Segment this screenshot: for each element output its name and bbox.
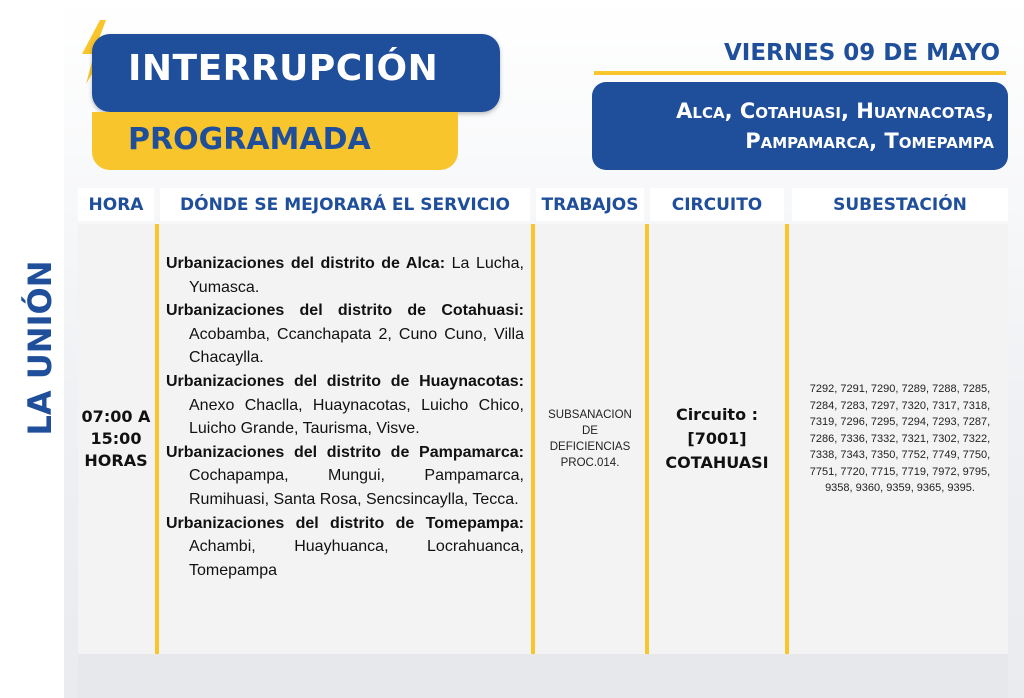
hora-cell: [78, 224, 154, 654]
circuito-line1: Circuito :: [675, 405, 759, 424]
side-label: [22, 245, 58, 450]
list-item: [166, 370, 524, 441]
places-line1: Alca, Cotahuasi, Huaynacotas,: [676, 99, 994, 123]
district-text: Anexo Chaclla, Huaynacotas, Luicho Chico, Luicho Grande, Taurisma, Visve.: [189, 396, 524, 438]
district-label: Urbanizaciones del distrito de Cotahuasi:: [166, 302, 524, 320]
places-box: [592, 82, 1008, 170]
trabajos-cell: [536, 224, 644, 654]
hora-line1: 07:00 A: [81, 407, 151, 426]
side-label-text: LA UNIÓN: [21, 260, 59, 435]
column-divider: [645, 224, 649, 654]
column-divider: [531, 224, 535, 654]
column-divider: [785, 224, 789, 654]
district-label: Urbanizaciones del distrito de Alca:: [166, 255, 446, 272]
list-item: [166, 252, 524, 299]
district-text: Acobamba, Ccanchapata 2, Cuno Cuno, Villa Chacaylla.: [189, 325, 524, 367]
header-circuito: CIRCUITO: [650, 188, 784, 221]
donde-cell: [160, 224, 530, 654]
district-label: Urbanizaciones del distrito de Pampamarca:: [166, 443, 524, 461]
circuito-cell: [650, 224, 784, 654]
trabajos-text: SUBSANACION DE DEFICIENCIAS PROC.014.: [548, 409, 632, 469]
district-text: Cochapampa, Mungui, Pampamarca, Rumihuasi, Santa Rosa, Sencsincaylla, Tecca.: [189, 467, 524, 508]
header-subestacion: SUBESTACIÓN: [792, 188, 1008, 221]
header-trabajos: TRABAJOS: [536, 188, 644, 221]
list-item: [166, 441, 524, 512]
hora-line3: HORAS: [84, 451, 148, 470]
places-line2: Pampamarca, Tomepampa: [745, 129, 994, 153]
column-divider: [155, 224, 159, 654]
subestacion-cell: [792, 224, 1008, 654]
title-banner-top: [92, 34, 500, 112]
list-item: [166, 512, 524, 583]
header-hora: HORA: [78, 188, 154, 221]
header-donde: DÓNDE SE MEJORARÁ EL SERVICIO: [160, 188, 530, 221]
hora-line2: 15:00: [90, 429, 142, 448]
date-underline: [594, 71, 1006, 75]
district-text: La Lucha, Yumasca.: [189, 255, 525, 296]
bottom-band: [78, 654, 1008, 698]
date-label: VIERNES 09 DE MAYO: [723, 40, 1000, 66]
district-label: Urbanizaciones del distrito de Tomepampa:: [166, 514, 524, 532]
title-banner-bottom: [92, 112, 458, 170]
circuito-line2: [7001]: [687, 429, 747, 448]
district-text: Achambi, Huayhuanca, Locrahuanca, Tomepampa: [189, 538, 524, 579]
list-item: [166, 299, 524, 370]
circuito-line3: COTAHUASI: [665, 453, 769, 472]
district-label: Urbanizaciones del distrito de Huaynacotas:: [166, 372, 524, 390]
title-line2: PROGRAMADA: [128, 122, 371, 157]
subestacion-text: 7292, 7291, 7290, 7289, 7288, 7285, 7284, 7283, 7297, 7320, 7317, 7318, 7319, 7296, 7295, 7294, 7293, 7287, 7286, 7336, 7332, 7321, 7302, 7322, 7338, 7343, 7350, 7752, 7749, 7750, 7751, 7720, 7715, 7719, 7972, 9795, 9358, 9360, 9359, 9365, 9395.: [809, 383, 991, 495]
title-line1: INTERRUPCIÓN: [128, 48, 439, 89]
